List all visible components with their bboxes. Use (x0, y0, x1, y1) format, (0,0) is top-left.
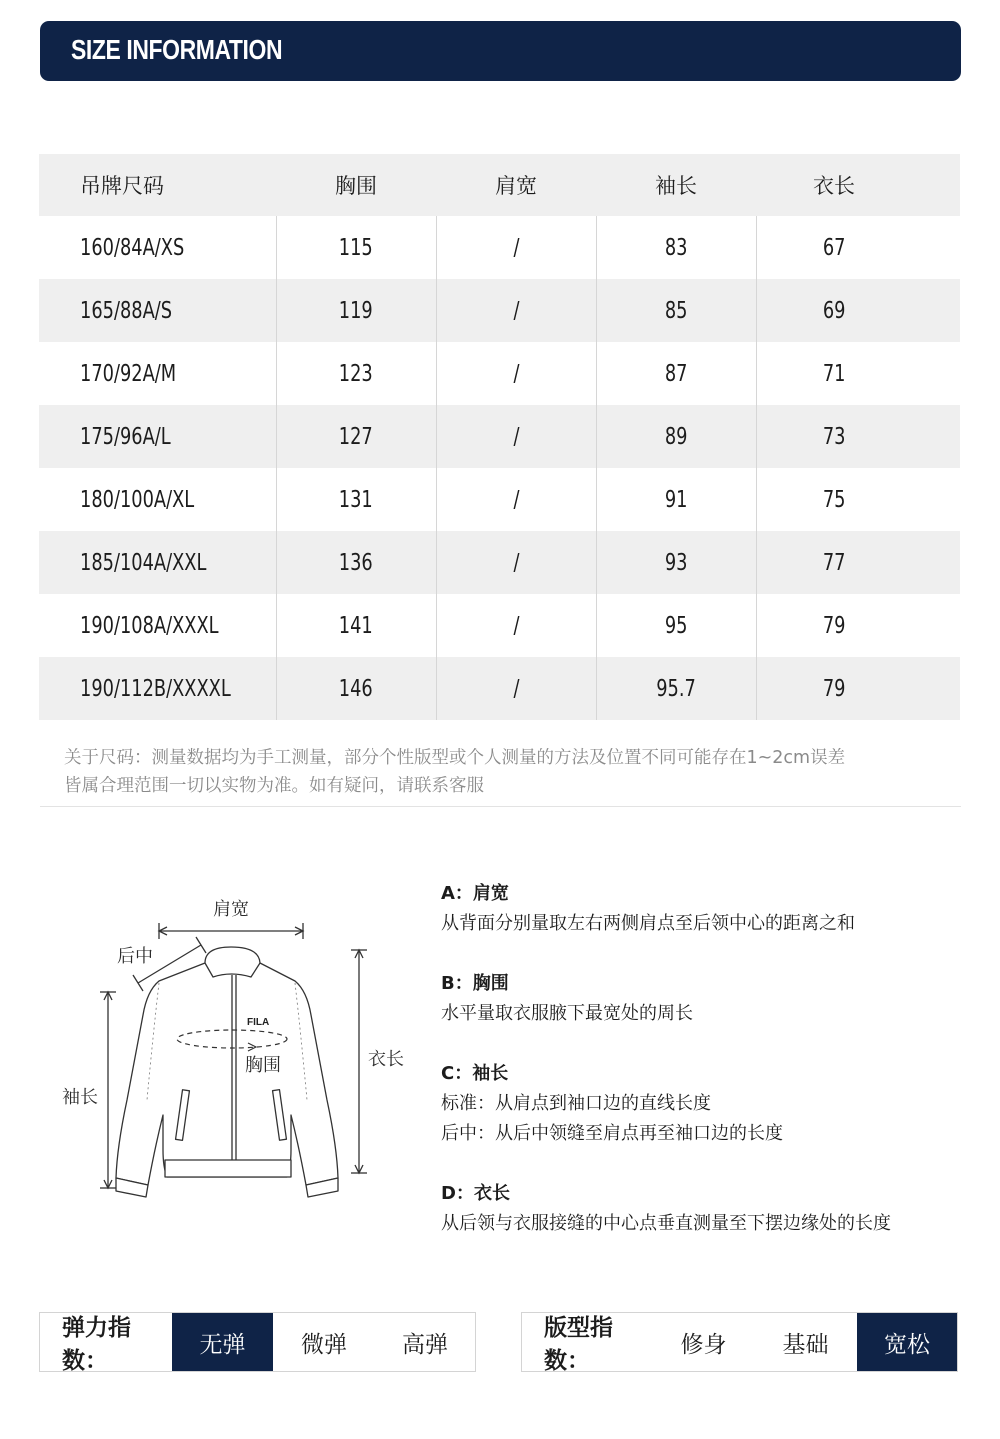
size-note-line2: 皆属合理范围一切以实物为准。如有疑问，请联系客服 (64, 776, 484, 796)
fit-label: 版型指数： (544, 1315, 613, 1374)
definition-title: D：衣长 (441, 1183, 510, 1204)
table-cell (596, 531, 756, 594)
chest-label: 胸围 (245, 1055, 281, 1076)
size-value: 146 (339, 675, 373, 702)
definition-line: 水平量取衣服腋下最宽处的周长 (441, 1003, 693, 1024)
table-cell (436, 657, 596, 720)
definition-line: 标准：从肩点到袖口边的直线长度 (441, 1093, 711, 1114)
size-table (39, 154, 960, 720)
header-sleeve: 袖长 (596, 154, 756, 216)
elasticity-label: 弹力指数： (62, 1315, 131, 1374)
table-cell (276, 216, 436, 279)
size-value: 77 (822, 549, 846, 576)
table-cell (756, 342, 960, 405)
table-cell (756, 468, 960, 531)
note-divider (40, 806, 961, 807)
size-value: 136 (339, 549, 373, 576)
size-value: 71 (822, 360, 846, 387)
table-row (39, 342, 960, 405)
definition-chest (441, 969, 981, 1029)
size-value: 115 (339, 234, 373, 261)
table-cell (596, 468, 756, 531)
fit-option-slim[interactable]: 修身 (680, 1331, 727, 1358)
table-row (39, 594, 960, 657)
table-cell (276, 405, 436, 468)
size-value: 95.7 (656, 675, 696, 702)
size-value: 79 (822, 675, 846, 702)
header-shoulder: 肩宽 (436, 154, 596, 216)
size-value: 93 (664, 549, 688, 576)
table-cell (39, 216, 276, 279)
table-cell (756, 279, 960, 342)
table-cell (276, 657, 436, 720)
size-value: / (512, 360, 519, 387)
definition-length (441, 1179, 981, 1239)
size-label: 180/100A/XL (80, 486, 195, 513)
table-cell (436, 279, 596, 342)
table-cell (756, 594, 960, 657)
table-row (39, 468, 960, 531)
size-value: / (512, 612, 519, 639)
table-cell (276, 531, 436, 594)
table-cell (596, 594, 756, 657)
measurement-definitions (441, 879, 981, 1269)
header-bar (40, 21, 961, 81)
size-value: 91 (664, 486, 688, 513)
elasticity-index (39, 1312, 476, 1372)
shoulder-label: 肩宽 (213, 899, 249, 920)
fit-option-loose[interactable]: 宽松 (857, 1313, 957, 1371)
length-label: 衣长 (368, 1049, 404, 1070)
table-cell (596, 657, 756, 720)
table-cell (276, 279, 436, 342)
definition-line: 从后领与衣服接缝的中心点垂直测量至下摆边缘处的长度 (441, 1213, 891, 1234)
size-value: 87 (664, 360, 688, 387)
header-tag-size: 吊牌尺码 (39, 154, 276, 216)
table-cell (39, 279, 276, 342)
header-length: 衣长 (756, 154, 960, 216)
size-value: / (512, 234, 519, 261)
size-note (64, 744, 964, 800)
definition-title: B：胸围 (441, 973, 509, 994)
elasticity-option-slight[interactable]: 微弹 (301, 1331, 347, 1358)
table-cell (39, 342, 276, 405)
table-cell (436, 468, 596, 531)
size-value: 95 (664, 612, 688, 639)
table-row (39, 216, 960, 279)
header-chest: 胸围 (276, 154, 436, 216)
table-cell (436, 594, 596, 657)
size-value: 73 (822, 423, 846, 450)
size-value: 119 (339, 297, 373, 324)
table-cell (756, 216, 960, 279)
table-cell (39, 657, 276, 720)
logo-text: FILA (247, 1017, 270, 1028)
size-value: 75 (822, 486, 846, 513)
size-label: 160/84A/XS (80, 234, 185, 261)
table-cell (436, 342, 596, 405)
size-label: 190/112B/XXXXL (80, 675, 231, 702)
table-row (39, 279, 960, 342)
table-cell (596, 216, 756, 279)
fit-option-regular[interactable]: 基础 (782, 1331, 829, 1358)
table-cell (39, 468, 276, 531)
size-value: 141 (339, 612, 373, 639)
table-cell (276, 468, 436, 531)
jacket-diagram (55, 885, 425, 1205)
size-value: 89 (664, 423, 688, 450)
header-title: SIZE INFORMATION (71, 34, 283, 65)
definition-line: 从背面分别量取左右两侧肩点至后领中心的距离之和 (441, 913, 855, 934)
size-value: 123 (339, 360, 373, 387)
size-value: / (512, 423, 519, 450)
size-label: 170/92A/M (80, 360, 177, 387)
size-note-line1: 关于尺码：测量数据均为手工测量，部分个性版型或个人测量的方法及位置不同可能存在1~2cm误差 (64, 748, 846, 768)
table-cell (39, 531, 276, 594)
size-value: 79 (822, 612, 846, 639)
table-header-row (39, 154, 960, 216)
table-cell (436, 216, 596, 279)
size-value: 67 (822, 234, 846, 261)
definition-line: 后中：从后中领缝至肩点再至袖口边的长度 (441, 1123, 783, 1144)
definition-shoulder (441, 879, 981, 939)
size-value: / (512, 486, 519, 513)
table-cell (756, 405, 960, 468)
fit-index (521, 1312, 958, 1372)
size-value: / (512, 675, 519, 702)
size-label: 165/88A/S (80, 297, 173, 324)
size-value: 83 (664, 234, 688, 261)
table-cell (596, 279, 756, 342)
size-label: 185/104A/XXL (80, 549, 207, 576)
table-cell (276, 594, 436, 657)
table-cell (276, 342, 436, 405)
size-value: / (512, 297, 519, 324)
table-cell (39, 405, 276, 468)
definition-title: A：肩宽 (441, 883, 509, 904)
size-value: 131 (339, 486, 373, 513)
table-row (39, 657, 960, 720)
size-value: / (512, 549, 519, 576)
table-cell (756, 657, 960, 720)
table-cell (39, 594, 276, 657)
definition-title: C：袖长 (441, 1063, 509, 1084)
table-row (39, 531, 960, 594)
size-value: 85 (664, 297, 688, 324)
jacket-outline (116, 947, 338, 1197)
table-cell (756, 531, 960, 594)
size-label: 175/96A/L (80, 423, 171, 450)
size-label: 190/108A/XXXL (80, 612, 219, 639)
definition-sleeve (441, 1059, 981, 1149)
sleeve-label: 袖长 (62, 1087, 98, 1108)
table-cell (436, 531, 596, 594)
elasticity-option-high[interactable]: 高弹 (402, 1331, 448, 1358)
size-value: 69 (822, 297, 846, 324)
size-value: 127 (339, 423, 373, 450)
elasticity-option-none[interactable]: 无弹 (172, 1313, 273, 1371)
table-cell (596, 405, 756, 468)
back-center-label: 后中 (117, 946, 153, 967)
table-cell (596, 342, 756, 405)
table-row (39, 405, 960, 468)
table-cell (436, 405, 596, 468)
